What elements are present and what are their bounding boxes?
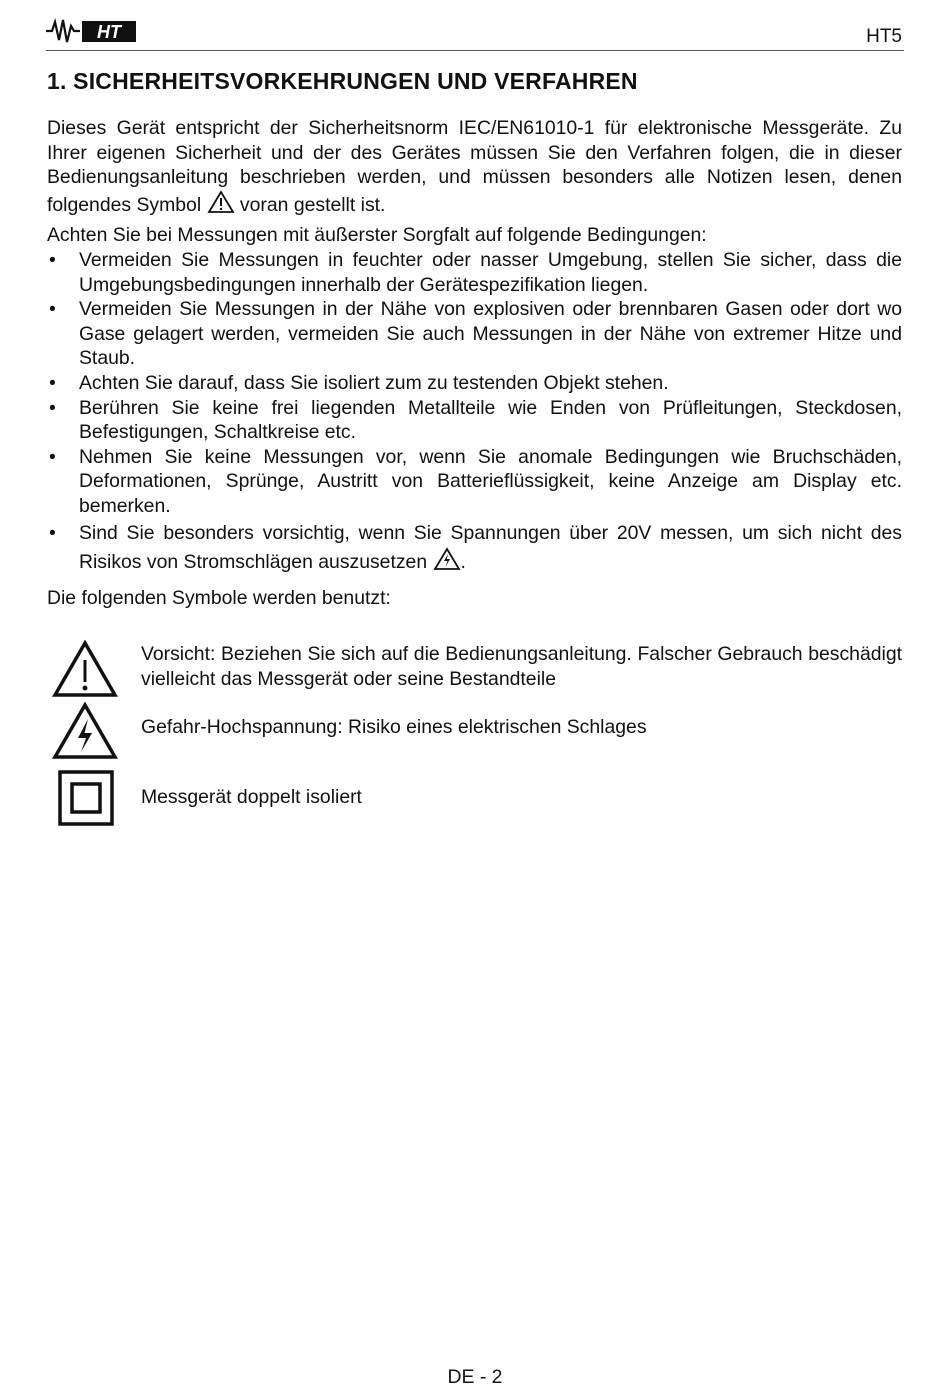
double-insulation-icon [58,770,116,828]
bullet-text: Berühren Sie keine frei liegenden Metallteile wie Enden von Prüfleitungen, Steckdosen, Befestigungen, Schaltkreise etc. [79,396,902,444]
symbol-description: Messgerät doppelt isoliert [141,786,362,808]
high-voltage-icon [52,702,118,760]
intro-paragraph [47,116,902,217]
page-number: DE - 2 [447,1366,503,1388]
ht-logo [46,16,138,46]
bullet-text: Nehmen Sie keine Messungen vor, wenn Sie anomale Bedingungen wie Bruchschäden, Deformationen, Sprünge, Austritt von Batterieflüssigkeit, keine Anzeige am Display etc. bemerken. [79,445,902,517]
high-voltage-icon [433,547,461,571]
list-item: • Vermeiden Sie Messungen in feuchter oder nasser Umgebung, stellen Sie sicher, dass die Umgebungsbedingungen innerhalb der Gerätespezifikation liegen. [49,249,902,296]
bullet-text: Vermeiden Sie Messungen in der Nähe von explosiven oder brennbaren Gasen oder dort wo Gase gelagert werden, vermeiden Sie auch Messungen in der Nähe von extremer Hitze und Staub. [79,298,902,370]
intro-text-end: voran gestellt ist. [239,193,386,216]
bullet-end: . [460,550,466,573]
bullet-text: Sind Sie besonders vorsichtig, wenn Sie Spannungen über 20V messen, um sich nicht des Risikos von Stromschlägen auszusetzen [79,521,902,573]
logo-text: HT [97,22,121,42]
symbol-description: Vorsicht: Beziehen Sie sich auf die Bedienungsanleitung. Falscher Gebrauch beschädigt vielleicht das Messgerät oder seine Bestandteile [141,643,902,690]
bullet-text: Achten Sie darauf, dass Sie isoliert zum zu testenden Objekt stehen. [79,371,669,394]
warning-triangle-icon [207,190,235,214]
model-name: HT5 [866,26,902,47]
list-item: • Achten Sie darauf, dass Sie isoliert zum zu testenden Objekt stehen. [49,371,669,394]
list-item: • Vermeiden Sie Messungen in der Nähe von explosiven oder brennbaren Gasen oder dort wo Gase gelagert werden, vermeiden Sie auch Messungen in der Nähe von extremer Hitze und Staub. [49,298,902,370]
symbol-description: Gefahr-Hochspannung: Risiko eines elektrischen Schlages [141,716,647,738]
list-item: • Nehmen Sie keine Messungen vor, wenn Sie anomale Bedingungen wie Bruchschäden, Deformationen, Sprünge, Austritt von Batterieflüssigkeit, keine Anzeige am Display etc. bemerken. [49,445,902,517]
warning-triangle-icon [52,640,118,698]
section-title: 1. SICHERHEITSVORKEHRUNGEN UND VERFAHREN [47,68,638,94]
list-item: • Sind Sie besonders vorsichtig, wenn Sie Spannungen über 20V messen, um sich nicht des Risikos von Stromschlägen auszusetzen . [49,521,902,573]
list-item: • Berühren Sie keine frei liegenden Metallteile wie Enden von Prüfleitungen, Steckdosen, Befestigungen, Schaltkreise etc. [49,396,902,444]
page-header [46,12,904,51]
conditions-intro: Achten Sie bei Messungen mit äußerster Sorgfalt auf folgende Bedingungen: [47,224,707,246]
symbols-intro: Die folgenden Symbole werden benutzt: [47,587,391,609]
intro-text: Dieses Gerät entspricht der Sicherheitsnorm IEC/EN61010-1 für elektronische Messgeräte. Zu Ihrer eigenen Sicherheit und der des Gerätes müssen Sie den Verfahren folgen, die in dieser Bedienungsanleitung beschrieben werden, und müssen besonders alle Notizen lesen, denen folgendes Symbol [47,117,902,216]
conditions-list [47,248,902,576]
bullet-text: Vermeiden Sie Messungen in feuchter oder nasser Umgebung, stellen Sie sicher, dass die Umgebungsbedingungen innerhalb der Gerätespezifikation liegen. [79,249,902,296]
